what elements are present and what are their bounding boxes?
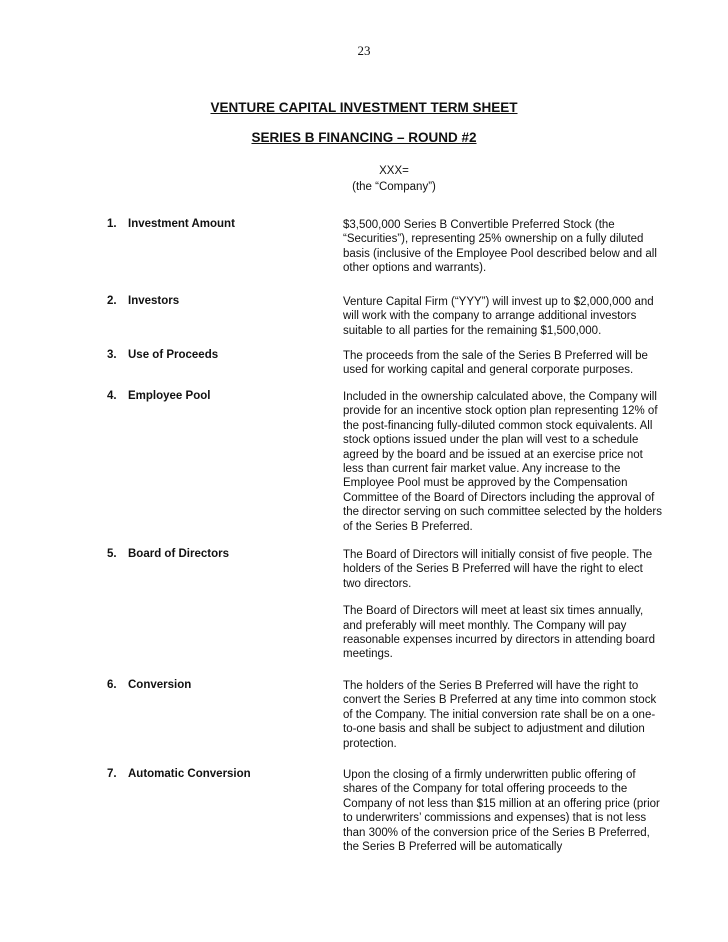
section-title: Investors — [128, 295, 180, 307]
section-body — [343, 218, 663, 276]
section-body — [343, 768, 663, 854]
section-body — [343, 295, 663, 338]
section-label — [107, 295, 179, 307]
section-label — [107, 349, 218, 361]
section-paragraph: The proceeds from the sale of the Series B Preferred will be used for working capital and general corporate purposes. — [343, 350, 648, 377]
page-number: 23 — [357, 43, 371, 58]
document-title: VENTURE CAPITAL INVESTMENT TERM SHEET — [210, 100, 518, 115]
section-title: Board of Directors — [128, 548, 229, 560]
company-note: (the “Company”) — [352, 181, 436, 193]
section-paragraph: Venture Capital Firm (“YYY”) will invest up to $2,000,000 and will work with the company to arrange additional investors suitable to all parties for the remaining $1,500,000. — [343, 296, 654, 337]
company-code-line — [0, 165, 728, 177]
section-title: Conversion — [128, 679, 192, 691]
section-title: Employee Pool — [128, 390, 211, 402]
section-number: 6. — [107, 679, 117, 691]
document-subtitle: SERIES B FINANCING – ROUND #2 — [251, 130, 477, 145]
section-number: 5. — [107, 548, 117, 560]
section-number: 1. — [107, 218, 117, 230]
section-paragraph: Included in the ownership calculated above, the Company will provide for an incentive stock option plan representing 12% of the post-financing fully-diluted common stock equivalents. All stock options issued under the plan will vest to a schedule agreed by the board and be issued at an exercise price not less than current fair market value. Any increase to the Employee Pool must be approved by the Compensation Committee of the Board of Directors including the approval of the director serving on such committee selected by the holders of the Series B Preferred. — [343, 391, 662, 533]
section-paragraph: $3,500,000 Series B Convertible Preferred Stock (the “Securities”), representing 25% ownership on a fully diluted basis (inclusive of the Employee Pool described below and all other options and warrants). — [343, 219, 657, 275]
section-paragraph: The holders of the Series B Preferred will have the right to convert the Series B Preferred at any time into common stock of the Company. The initial conversion rate shall be on a one-to-one basis and shall be subject to adjustment and dilution protection. — [343, 680, 657, 750]
section-label — [107, 768, 251, 780]
section-title: Investment Amount — [128, 218, 235, 230]
section-title: Use of Proceeds — [128, 349, 219, 361]
section-body — [343, 548, 663, 662]
section-paragraph: The Board of Directors will meet at least six times annually, and preferably will meet monthly. The Company will pay reasonable expenses incurred by directors in attending board meetings. — [343, 605, 655, 661]
section-body — [343, 349, 663, 378]
company-note-line — [0, 181, 728, 193]
section-number: 4. — [107, 390, 117, 402]
section-label — [107, 390, 210, 402]
section-paragraph: Upon the closing of a firmly underwritten public offering of shares of the Company for total offering proceeds to the Company of not less than $15 million at an offering price (prior to underwriters’ commissions and expenses) that is not less than 300% of the conversion price of the Series B Preferred, the Series B Preferred will be automatically — [343, 769, 660, 854]
section-title: Automatic Conversion — [128, 768, 251, 780]
section-number: 7. — [107, 768, 117, 780]
section-label — [107, 548, 229, 560]
section-body — [343, 390, 663, 534]
section-number: 2. — [107, 295, 117, 307]
section-body — [343, 679, 663, 751]
company-code: XXX= — [379, 165, 409, 177]
section-paragraph: The Board of Directors will initially consist of five people. The holders of the Series B Preferred will have the right to elect two directors. — [343, 549, 653, 590]
section-label — [107, 679, 191, 691]
section-label — [107, 218, 235, 230]
section-number: 3. — [107, 349, 117, 361]
